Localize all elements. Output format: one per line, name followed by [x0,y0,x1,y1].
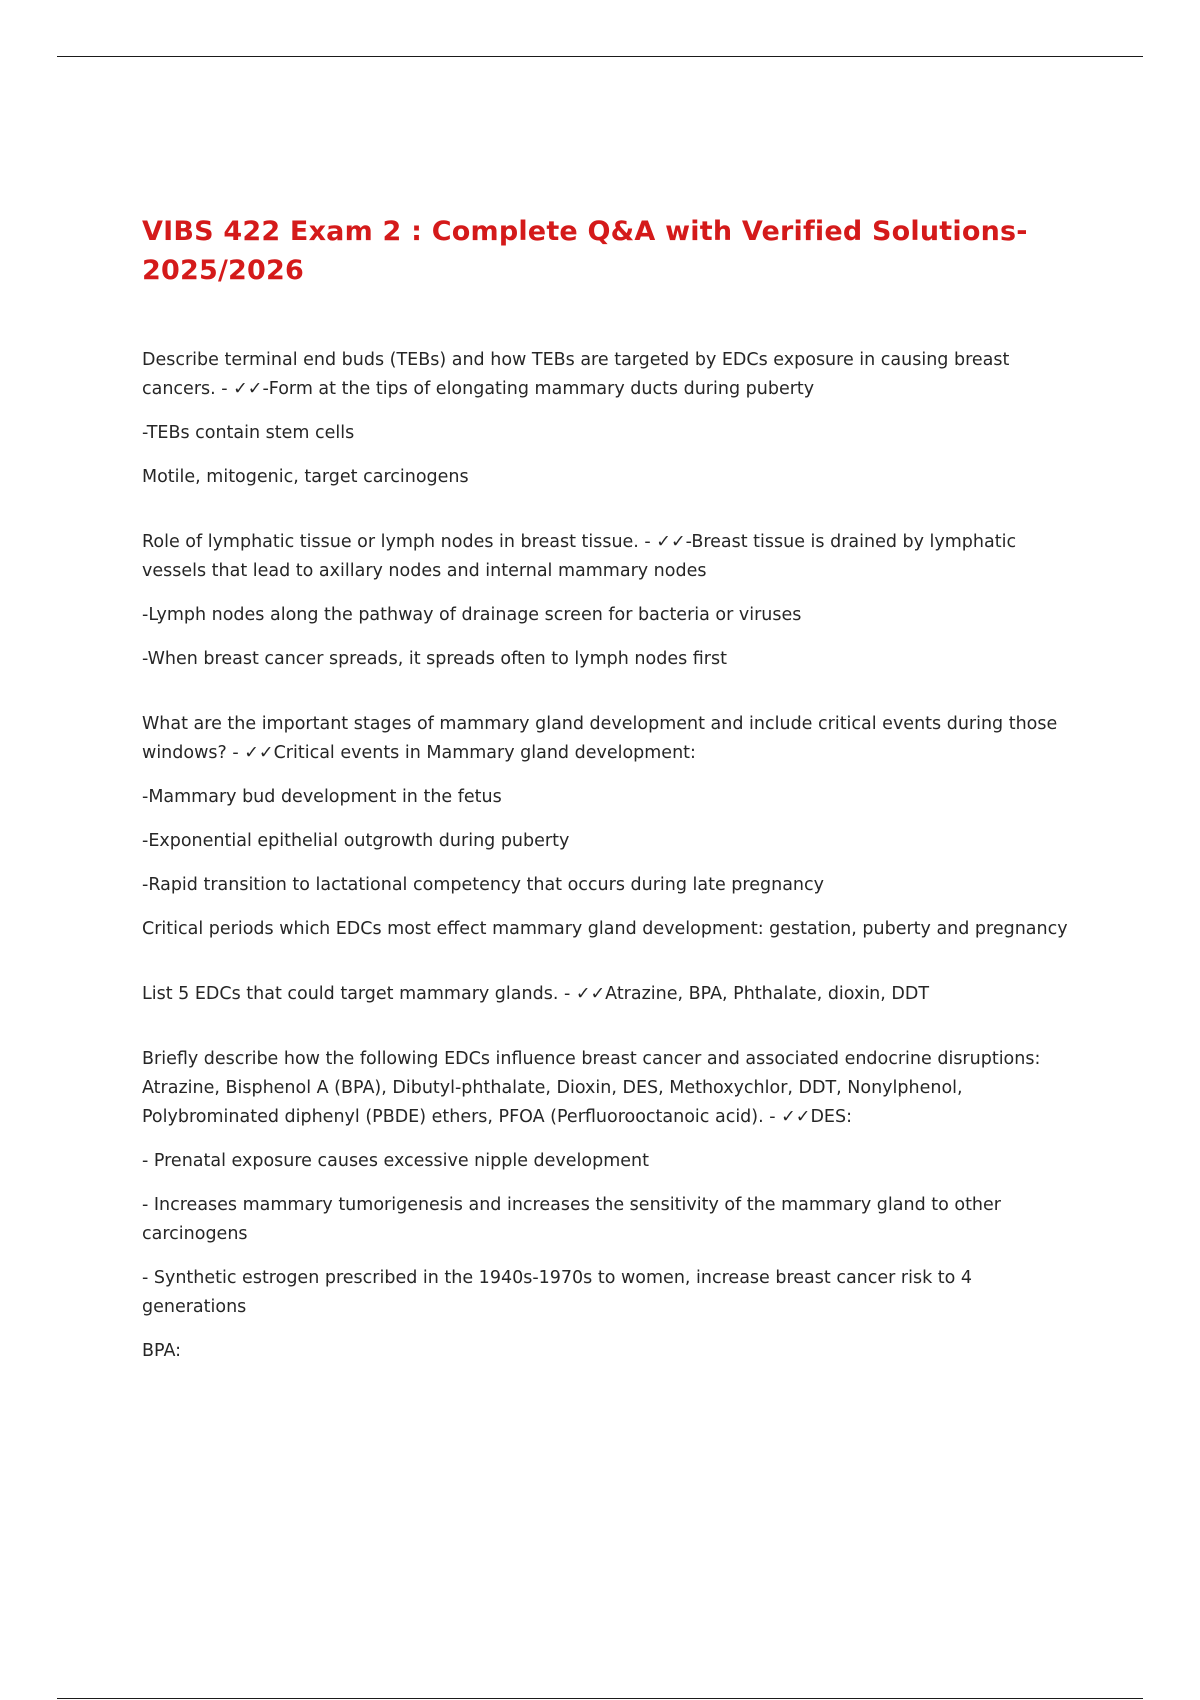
qa-item [142,528,1072,674]
qa-answer-line: - Synthetic estrogen prescribed in the 1940s-1970s to women, increase breast cancer risk to 4 generations [142,1268,973,1317]
qa-question: Role of lymphatic tissue or lymph nodes in breast tissue. - ✓✓-Breast tissue is drained by lymphatic vessels that lead to axillary nodes and internal mammary nodes [142,532,1017,581]
qa-answer-line: -Exponential epithelial outgrowth during puberty [142,831,570,851]
qa-answer-line: Motile, mitogenic, target carcinogens [142,467,469,487]
qa-item [142,346,1072,492]
qa-answer-line: -TEBs contain stem cells [142,423,355,443]
qa-question: Briefly describe how the following EDCs influence breast cancer and associated endocrine disruptions: Atrazine, Bisphenol A (BPA), Dibutyl-phthalate, Dioxin, DES, Methoxychlor, DDT, Nonylphenol, Polybrominated diphenyl (PBDE) ethers, PFOA (Perfluorooctanoic acid). - ✓✓DES: [142,1049,1041,1127]
qa-answer-line: -Rapid transition to lactational competency that occurs during late pregnancy [142,875,824,895]
qa-answer-line: -When breast cancer spreads, it spreads often to lymph nodes first [142,649,727,669]
document-title: VIBS 422 Exam 2 : Complete Q&A with Verified Solutions- 2025/2026 [142,216,1028,286]
document-body [142,212,1072,1402]
header-rule [57,56,1143,57]
qa-item [142,980,1072,1009]
qa-answer-line: - Prenatal exposure causes excessive nipple development [142,1151,649,1171]
qa-answer-line: BPA: [142,1341,181,1361]
qa-question: List 5 EDCs that could target mammary glands. - ✓✓Atrazine, BPA, Phthalate, dioxin, DDT [142,984,930,1004]
qa-answer-line: -Mammary bud development in the fetus [142,787,502,807]
qa-list [142,346,1072,1366]
qa-item [142,710,1072,944]
qa-question: Describe terminal end buds (TEBs) and how TEBs are targeted by EDCs exposure in causing breast cancers. - ✓✓-Form at the tips of elongating mammary ducts during puberty [142,350,1010,399]
qa-answer-line: - Increases mammary tumorigenesis and increases the sensitivity of the mammary gland to other carcinogens [142,1195,1001,1244]
qa-question: What are the important stages of mammary gland development and include critical events during those windows? - ✓✓Critical events in Mammary gland development: [142,714,1058,763]
qa-answer-line: Critical periods which EDCs most effect mammary gland development: gestation, puberty and pregnancy [142,919,1068,939]
qa-item [142,1045,1072,1366]
qa-answer-line: -Lymph nodes along the pathway of drainage screen for bacteria or viruses [142,605,802,625]
footer-rule [57,1698,1143,1699]
